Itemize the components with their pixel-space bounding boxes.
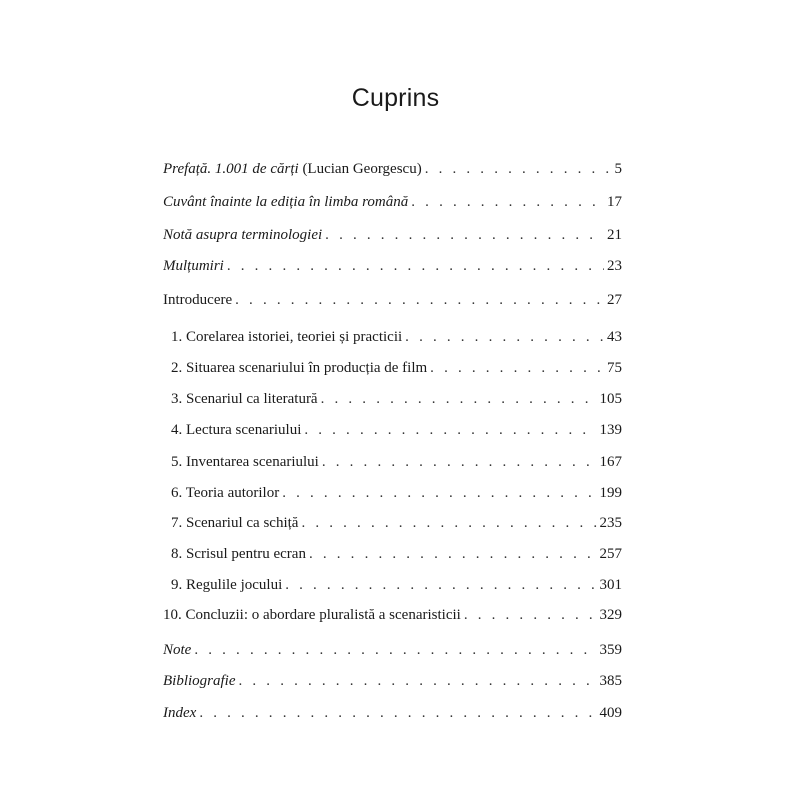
dot-leader xyxy=(322,452,597,472)
dot-leader xyxy=(411,192,604,212)
dot-leader xyxy=(425,159,612,179)
toc-entry-page: 235 xyxy=(599,515,622,531)
toc-entry-label: 7. Scenariul ca schiță xyxy=(171,515,299,531)
dot-leader xyxy=(321,389,597,409)
toc-entry-index xyxy=(163,703,622,723)
toc-entry-chapter-9 xyxy=(171,575,622,595)
toc-entry-page: 385 xyxy=(599,673,622,689)
toc-entry-label: 4. Lectura scenariului xyxy=(171,422,302,438)
toc-entry-label: Index xyxy=(163,705,197,721)
toc-entry-notes xyxy=(163,640,622,660)
toc-entry-page: 329 xyxy=(599,607,622,623)
toc-entry-page: 21 xyxy=(607,227,622,243)
toc-entry-page: 167 xyxy=(599,454,622,470)
toc-entry-page: 75 xyxy=(607,360,622,376)
toc-entry-label: Cuvânt înainte la ediția în limba română xyxy=(163,194,409,210)
toc-entry-page: 23 xyxy=(607,258,622,274)
toc-entry-label: Bibliografie xyxy=(163,673,236,689)
dot-leader xyxy=(325,225,604,245)
toc-entry-chapter-8 xyxy=(171,544,622,564)
toc-entry-chapter-6 xyxy=(171,483,622,503)
toc-entry-chapter-3 xyxy=(171,389,622,409)
toc-entry-page: 199 xyxy=(599,485,622,501)
dot-leader xyxy=(194,640,596,660)
dot-leader xyxy=(301,513,596,533)
toc-entry-page: 5 xyxy=(614,161,622,177)
toc-entry-label: 2. Situarea scenariului în producția de film xyxy=(171,360,428,376)
toc-entry-label: 10. Concluzii: o abordare pluralistă a scenaristicii xyxy=(163,607,461,623)
toc-entry-label: Introducere xyxy=(163,292,233,308)
toc-entry-bibliography xyxy=(163,671,622,691)
dot-leader xyxy=(309,544,597,564)
toc-entry-label: 9. Regulile jocului xyxy=(171,577,283,593)
toc-entry-foreword xyxy=(163,192,622,212)
toc-entry-label: Mulțumiri xyxy=(163,258,224,274)
toc-entry-page: 301 xyxy=(599,577,622,593)
toc-entry-terminology xyxy=(163,225,622,245)
toc-entry-label: 1. Corelarea istoriei, teoriei și practicii xyxy=(171,329,403,345)
toc-entry-page: 43 xyxy=(607,329,622,345)
dot-leader xyxy=(405,327,604,347)
toc-entry-page: 257 xyxy=(599,546,622,562)
toc-entry-chapter-4 xyxy=(171,420,622,440)
toc-entry-label: 3. Scenariul ca literatură xyxy=(171,391,318,407)
toc-entry-page: 17 xyxy=(607,194,622,210)
toc-entry-page: 139 xyxy=(599,422,622,438)
toc-entry-page: 359 xyxy=(599,642,622,658)
toc-entry-author: (Lucian Georgescu) xyxy=(298,161,422,177)
toc-entry-page: 105 xyxy=(599,391,622,407)
toc-entry-acknowledgements xyxy=(163,256,622,276)
toc-entry-label: Prefață. 1.001 de cărți (Lucian Georgescu) xyxy=(163,161,422,177)
dot-leader xyxy=(285,575,596,595)
page-title: Cuprins xyxy=(351,84,440,112)
dot-leader xyxy=(430,358,604,378)
dot-leader xyxy=(199,703,596,723)
toc-entry-chapter-1 xyxy=(171,327,622,347)
toc-entry-chapter-10 xyxy=(163,605,622,625)
dot-leader xyxy=(464,605,597,625)
toc-entry-page: 27 xyxy=(607,292,622,308)
toc-entry-label: 6. Teoria autorilor xyxy=(171,485,280,501)
toc-entry-label: 5. Inventarea scenariului xyxy=(171,454,319,470)
dot-leader xyxy=(282,483,596,503)
toc-entry-label: Note xyxy=(163,642,192,658)
dot-leader xyxy=(235,290,604,310)
dot-leader xyxy=(227,256,604,276)
toc-entry-label: 8. Scrisul pentru ecran xyxy=(171,546,306,562)
toc-entry-label: Notă asupra terminologiei xyxy=(163,227,323,243)
dot-leader xyxy=(239,671,597,691)
toc-entry-chapter-2 xyxy=(171,358,622,378)
toc-entry-page: 409 xyxy=(599,705,622,721)
dot-leader xyxy=(304,420,596,440)
toc-entry-preface xyxy=(163,159,622,179)
toc-entry-chapter-5 xyxy=(171,452,622,472)
toc-entry-introduction xyxy=(163,290,622,310)
toc-entry-chapter-7 xyxy=(171,513,622,533)
